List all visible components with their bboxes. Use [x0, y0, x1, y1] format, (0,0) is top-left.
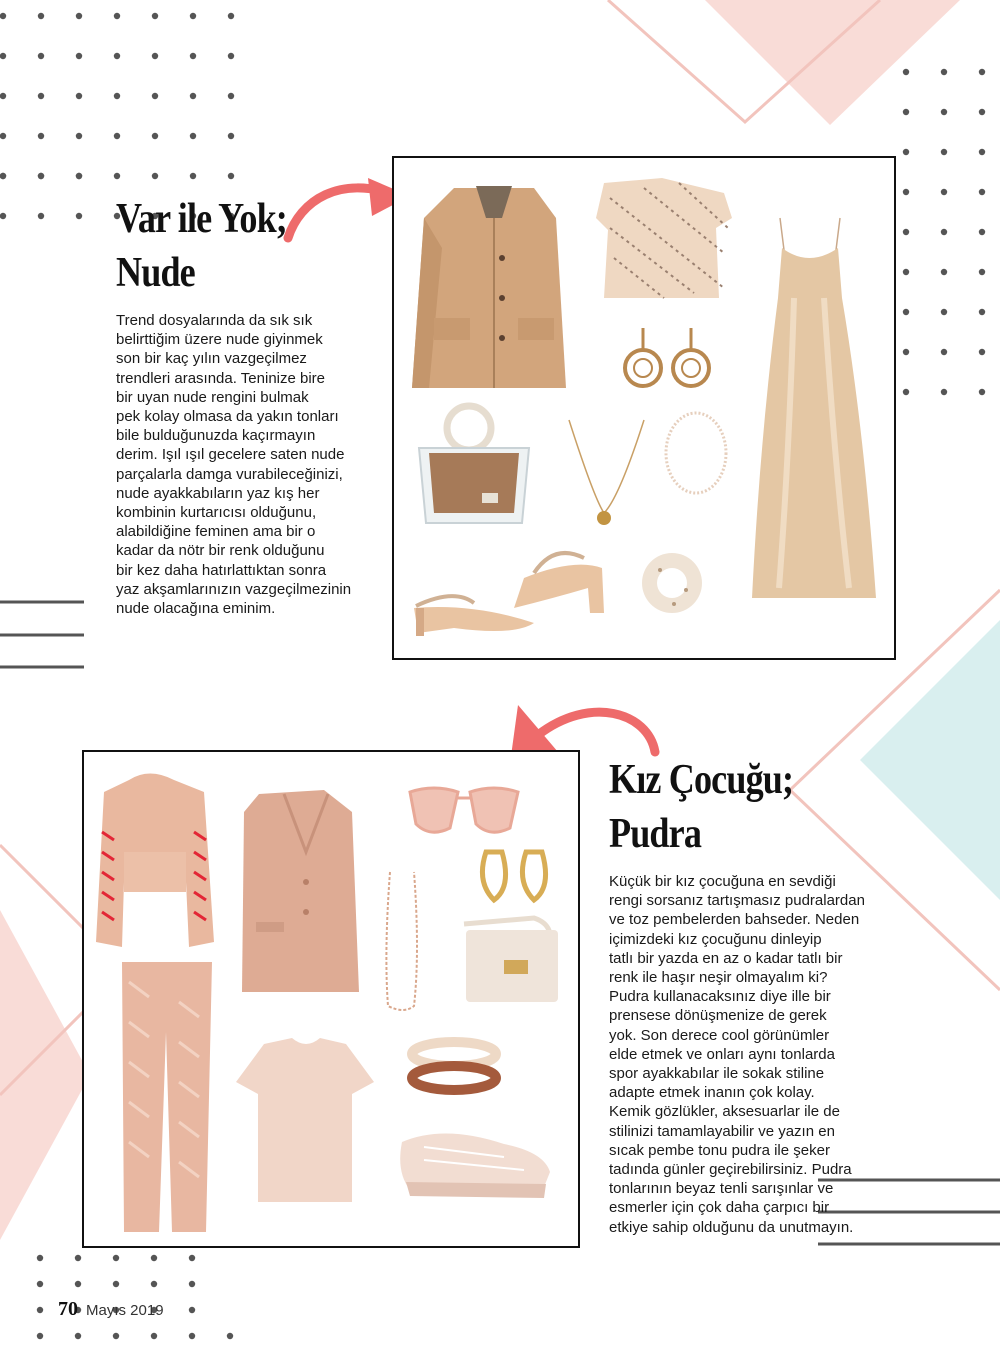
section2-body-line: stilinizi tamamlayabilir ve yazın en: [609, 1122, 835, 1140]
section1-body-line: bir uyan nude rengini bulmak: [116, 388, 309, 406]
patterned-top-image: [596, 178, 732, 298]
section2-body-line: tonlarının beyaz tenli sarışınlar ve: [609, 1180, 834, 1198]
section1-body-line: pek kolay olmasa da yakın tonları: [116, 408, 339, 426]
section2-body-line: renk ile haşır neşir olmayalım ki?: [609, 969, 828, 987]
nude-mules-image: [414, 553, 604, 636]
pink-hoodie-image: [96, 774, 214, 948]
section2-body-line: yok. Son derece cool görünümler: [609, 1026, 830, 1044]
glasses-chain-image: [386, 872, 417, 1010]
woven-earrings-image: [625, 328, 709, 386]
section1-body: [116, 311, 366, 618]
coin-necklace-image: [569, 420, 644, 525]
section1-body-line: kombinin kurtarıcısı olduğunu,: [116, 504, 317, 522]
section2-body-line: Pudra kullanacaksınız diye ille bir: [609, 988, 831, 1006]
section1-body-line: kadar da nötr bir renk olduğunu: [116, 542, 325, 560]
section1-body-line: derim. Işıl ışıl gecelere saten nude: [116, 446, 345, 464]
pudra-collage: [82, 750, 580, 1248]
section2-body-line: Kemik gözlükler, aksesuarlar ile de: [609, 1103, 840, 1121]
section1-body-line: belirttiğim üzere nude giyinmek: [116, 331, 323, 349]
section2-body-line: spor ayakkabılar ile sokak stiline: [609, 1065, 825, 1083]
pink-blazer-image: [242, 790, 359, 992]
section2-body: [609, 872, 879, 1237]
nude-jacket-image: [412, 186, 566, 388]
section2-body-line: rengi sorsanız tartışmasız pudralardan: [609, 892, 865, 910]
section2-title: [609, 753, 793, 861]
section2-body-line: Küçük bir kız çocuğuna en sevdiği: [609, 873, 836, 890]
resin-bangles-image: [412, 1042, 496, 1090]
section2-body-line: içimizdeki kız çocuğunu dinleyip: [609, 930, 822, 948]
section1-title: [116, 192, 287, 300]
section2-body-line: sıcak pembe tonu pudra ile şeker: [609, 1141, 830, 1159]
section1-body-line: trendleri arasında. Teninize bire: [116, 369, 326, 387]
section1-body-line: nude olacağına eminim.: [116, 600, 276, 618]
section1-body-line: bir kez daha hatırlattıktan sonra: [116, 561, 327, 579]
section2-title-line1: Kız Çocuğu;: [609, 757, 794, 803]
pearl-necklace-image: [666, 413, 726, 493]
stone-ring-pendant-image: [642, 553, 702, 613]
section1-body-line: nude ayakkabıların yaz kış her: [116, 484, 320, 502]
section1-body-line: son bir kaç yılın vazgeçilmez: [116, 350, 307, 368]
page-number: 70: [58, 1298, 78, 1320]
section2-body-line: elde etmek ve onları aynı tonlarda: [609, 1045, 835, 1063]
section2-title-line2: Pudra: [609, 811, 702, 857]
section1-body-line: parçalarla damga vurabileceğinizi,: [116, 465, 343, 483]
gold-hoop-earrings-image: [482, 852, 545, 900]
nude-collage: [392, 156, 896, 660]
section2-body-line: etkiye sahip olduğunu da unutmayın.: [609, 1218, 854, 1236]
section2-body-line: esmerler için çok daha çarpıcı bir: [609, 1199, 830, 1217]
section2-body-line: tadında günler geçirebilirsiniz. Pudra: [609, 1161, 852, 1179]
section2-body-line: prensese dönüşmenize de gerek: [609, 1007, 827, 1025]
clear-bag-image: [419, 406, 529, 523]
section2-body-line: adapte etmek inanın çok kolay.: [609, 1084, 815, 1102]
section1-body-line: alabildiğine feminen ama bir o: [116, 523, 316, 541]
pink-tshirt-image: [236, 1038, 374, 1202]
cat-eye-sunglasses-image: [410, 788, 518, 832]
cream-crossbody-bag-image: [464, 918, 558, 1002]
section1-body-line: yaz akşamlarınızın vazgeçilmezinin: [116, 580, 352, 598]
section1-body-line: Trend dosyalarında da sık sık: [116, 312, 313, 329]
section1-title-line2: Nude: [116, 250, 195, 296]
satin-slip-dress-image: [752, 218, 876, 598]
issue-date: Mayıs 2019: [86, 1302, 164, 1319]
section1-title-line1: Var ile Yok;: [116, 196, 287, 242]
section2-body-line: tatlı bir yazda en az o kadar tatlı bir: [609, 949, 843, 967]
section1-body-line: bile bulduğunuzda kaçırmayın: [116, 427, 316, 445]
satin-trousers-image: [122, 962, 212, 1232]
section2-body-line: ve toz pembelerden bahseder. Neden: [609, 911, 860, 929]
pink-sneakers-image: [400, 1133, 550, 1198]
